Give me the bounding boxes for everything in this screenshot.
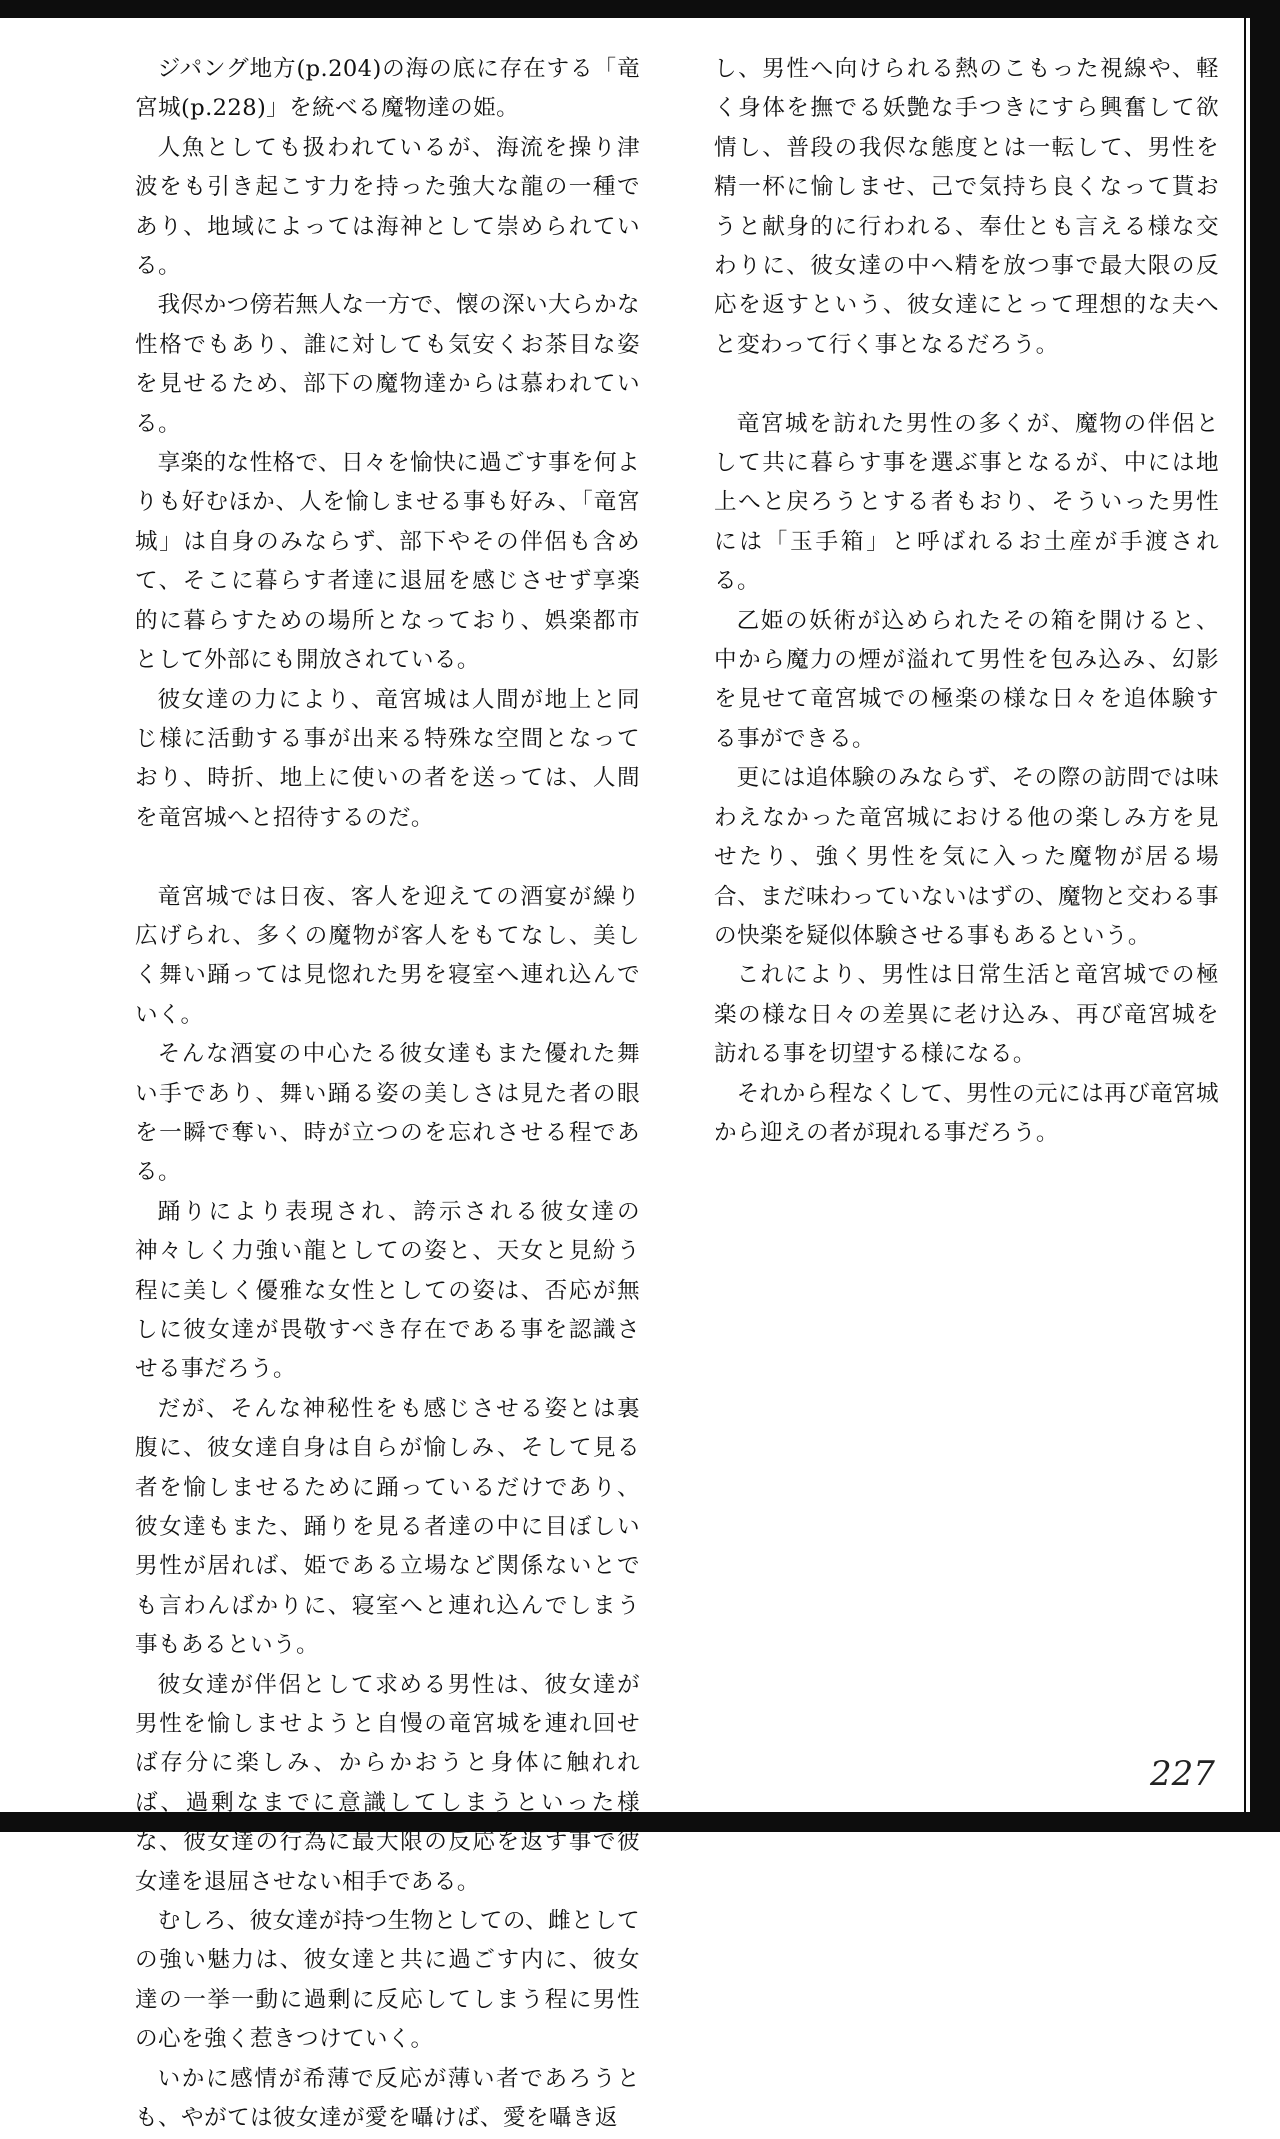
left-paragraph-4: 享楽的な性格で、日々を愉快に過ごす事を何よりも好むほか、人を愉しませる事も好み、「竜宮城」は自身のみならず、部下やその伴侶も含めて、そこに暮らす者達に退屈を感じさせず享楽的に暮らすための場所となっており、娯楽都市として外部にも開放されている。: [135, 450, 641, 674]
left-paragraph-2: 人魚としても扱われているが、海流を操り津波をも引き起こす力を持った強大な龍の一種であり、地域によっては海神として崇められている。: [135, 134, 640, 280]
right-paragraph-5: これにより、男性は日常生活と竜宮城での極楽の様な日々の差異に老け込み、再び竜宮城を訪れる事を切望する様になる。: [714, 962, 1219, 1068]
left-paragraph-10: 彼女達が伴侶として求める男性は、彼女達が男性を愉しませようと自慢の竜宮城を連れ回せば存分に楽しみ、からかおうと身体に触れれば、過剰なまでに意識してしまうといった様な、彼女達の行為に最大限の反応を返す事で彼女達を退屈させない相手である。: [135, 1671, 640, 1895]
section-gap: [714, 365, 1219, 404]
right-paragraph-3: 乙姫の妖術が込められたその箱を開けると、中から魔力の煙が溢れて男性を包み込み、幻影を見せて竜宮城での極楽の様な日々を追体験する事ができる。: [714, 607, 1219, 752]
right-paragraph-6: それから程なくして、男性の元には再び竜宮城から迎えの者が現れる事だろう。: [714, 1080, 1220, 1146]
left-paragraph-9: だが、そんな神秘性をも感じさせる姿とは裏腹に、彼女達自身は自らが愉しみ、そして見る者を愉しませるために踊っているだけであり、彼女達もまた、踊りを見る者達の中に目ぼしい男性が居れば、姫である立場など関係ないとでも言わんばかりに、寝室へと連れ込んでしまう事もあるという。: [135, 1395, 640, 1659]
left-paragraph-1: ジパング地方(p.204)の海の底に存在する「竜宮城(p.228)」を統べる魔物達の姫。: [135, 56, 640, 122]
page-border-right: [1250, 0, 1280, 1832]
page-border-inner-line: [1244, 18, 1246, 1812]
right-paragraph-2: 竜宮城を訪れた男性の多くが、魔物の伴侶として共に暮らす事を選ぶ事となるが、中には地上へと戻ろうとする者もおり、そういった男性には「玉手箱」と呼ばれるお土産が手渡される。: [714, 410, 1219, 595]
left-paragraph-8: 踊りにより表現され、誇示される彼女達の神々しく力強い龍としての姿と、天女と見紛う程に美しく優雅な女性としての姿は、否応が無しに彼女達が畏敬すべき存在である事を認識させる事だろう。: [135, 1198, 640, 1383]
left-paragraph-3: 我侭かつ傍若無人な一方で、懐の深い大らかな性格でもあり、誰に対しても気安くお茶目な姿を見せるため、部下の魔物達からは慕われている。: [135, 292, 641, 437]
left-paragraph-7: そんな酒宴の中心たる彼女達もまた優れた舞い手であり、舞い踊る姿の美しさは見た者の眼を一瞬で奪い、時が立つのを忘れさせる程である。: [135, 1041, 640, 1186]
page-number: 227: [1150, 1754, 1215, 1794]
left-text-column: [135, 50, 640, 2139]
right-paragraph-4: 更には追体験のみならず、その際の訪問では味わえなかった竜宮城における他の楽しみ方を見せたり、強く男性を気に入った魔物が居る場合、まだ味わっていないはずの、魔物と交わる事の快楽を疑似体験させる事もあるという。: [714, 765, 1219, 949]
section-gap: [135, 838, 640, 877]
right-paragraph-1: し、男性へ向けられる熱のこもった視線や、軽く身体を撫でる妖艶な手つきにすら興奮して欲情し、普段の我侭な態度とは一転して、男性を精一杯に愉しませ、己で気持ち良くなって貰おうと献身的に行われる、奉仕とも言える様な交わりに、彼女達の中へ精を放つ事で最大限の反応を返すという、彼女達にとって理想的な夫へと変わって行く事となるだろう。: [714, 56, 1219, 358]
left-paragraph-5: 彼女達の力により、竜宮城は人間が地上と同じ様に活動する事が出来る特殊な空間となっており、時折、地上に使いの者を送っては、人間を竜宮城へと招待するのだ。: [135, 686, 640, 831]
left-paragraph-12: いかに感情が希薄で反応が薄い者であろうとも、やがては彼女達が愛を囁けば、愛を囁き返: [135, 2065, 640, 2132]
right-text-column: [714, 50, 1219, 1153]
page-border-top: [0, 0, 1280, 18]
left-paragraph-11: むしろ、彼女達が持つ生物としての、雌としての強い魅力は、彼女達と共に過ごす内に、彼女達の一挙一動に過剰に反応してしまう程に男性の心を強く惹きつけていく。: [135, 1908, 640, 2053]
left-paragraph-6: 竜宮城では日夜、客人を迎えての酒宴が繰り広げられ、多くの魔物が客人をもてなし、美しく舞い踊っては見惚れた男を寝室へ連れ込んでいく。: [135, 883, 640, 1028]
